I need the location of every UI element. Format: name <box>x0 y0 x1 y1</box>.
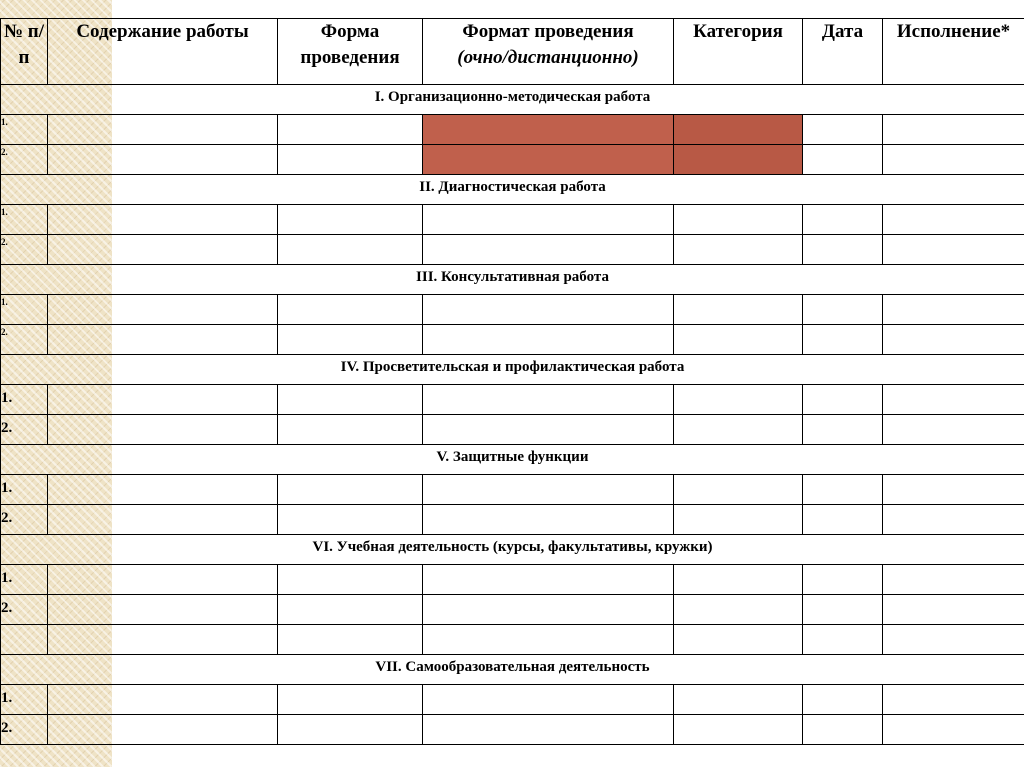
table-cell[interactable] <box>883 625 1024 655</box>
row-number: 1. <box>1 385 48 415</box>
table-cell[interactable] <box>674 205 803 235</box>
table-cell[interactable] <box>803 115 883 145</box>
section-header-row <box>1 175 1024 205</box>
table-cell[interactable] <box>883 565 1024 595</box>
table-cell[interactable] <box>278 415 423 445</box>
table-row <box>1 115 1024 145</box>
table-cell[interactable] <box>883 205 1024 235</box>
table-cell[interactable] <box>423 625 674 655</box>
table-cell[interactable] <box>423 145 674 175</box>
table-row <box>1 295 1024 325</box>
table-row <box>1 385 1024 415</box>
table-cell[interactable] <box>883 325 1024 355</box>
table-cell[interactable] <box>674 325 803 355</box>
table-cell[interactable] <box>423 565 674 595</box>
table-cell[interactable] <box>423 295 674 325</box>
row-number: 2. <box>1 145 48 175</box>
table-cell[interactable] <box>803 715 883 745</box>
table-cell[interactable] <box>48 415 278 445</box>
table-cell[interactable] <box>803 685 883 715</box>
table-cell[interactable] <box>423 235 674 265</box>
table-cell[interactable] <box>278 475 423 505</box>
table-cell[interactable] <box>48 475 278 505</box>
table-cell[interactable] <box>803 475 883 505</box>
table-cell[interactable] <box>883 415 1024 445</box>
table-header-row <box>1 19 1024 85</box>
table-cell[interactable] <box>278 685 423 715</box>
header-execution: Исполнение* <box>883 19 1024 85</box>
table-cell[interactable] <box>674 625 803 655</box>
table-cell[interactable] <box>674 595 803 625</box>
table-cell[interactable] <box>803 595 883 625</box>
section-header-row <box>1 265 1024 295</box>
table-cell[interactable] <box>278 235 423 265</box>
table-row <box>1 715 1024 745</box>
table-row <box>1 565 1024 595</box>
table-cell[interactable] <box>278 295 423 325</box>
table-cell[interactable] <box>48 625 278 655</box>
table-cell[interactable] <box>803 385 883 415</box>
table-cell[interactable] <box>803 235 883 265</box>
table-row <box>1 595 1024 625</box>
table-cell[interactable] <box>423 715 674 745</box>
table-cell[interactable] <box>48 295 278 325</box>
table-cell[interactable] <box>883 595 1024 625</box>
table-row <box>1 505 1024 535</box>
table-cell[interactable] <box>803 625 883 655</box>
table-cell[interactable] <box>423 595 674 625</box>
row-number: 1. <box>1 115 48 145</box>
row-number: 1. <box>1 475 48 505</box>
header-format-title: Формат проведения <box>462 21 634 42</box>
table-row <box>1 145 1024 175</box>
row-number: 2. <box>1 415 48 445</box>
table-row <box>1 325 1024 355</box>
table-cell[interactable] <box>278 715 423 745</box>
table-cell[interactable] <box>674 505 803 535</box>
table-cell[interactable] <box>674 565 803 595</box>
table-cell[interactable] <box>48 145 278 175</box>
header-form: Форма проведения <box>278 19 423 85</box>
table-cell[interactable] <box>803 325 883 355</box>
table-cell[interactable] <box>48 715 278 745</box>
section-title: V. Защитные функции <box>1 445 1024 475</box>
table-cell[interactable] <box>674 475 803 505</box>
table-cell[interactable] <box>674 715 803 745</box>
table-cell[interactable] <box>803 205 883 235</box>
table-cell[interactable] <box>674 235 803 265</box>
table-cell[interactable] <box>278 145 423 175</box>
section-title: I. Организационно-методическая работа <box>1 85 1024 115</box>
table-cell[interactable] <box>48 565 278 595</box>
table-cell[interactable] <box>423 325 674 355</box>
table-cell[interactable] <box>278 565 423 595</box>
table-cell[interactable] <box>883 505 1024 535</box>
table-row <box>1 685 1024 715</box>
section-title: III. Консультативная работа <box>1 265 1024 295</box>
table-cell[interactable] <box>278 505 423 535</box>
table-cell[interactable] <box>674 145 803 175</box>
table-cell[interactable] <box>48 325 278 355</box>
table-cell[interactable] <box>48 685 278 715</box>
table-cell[interactable] <box>803 415 883 445</box>
row-number: 1. <box>1 565 48 595</box>
row-number: 1. <box>1 685 48 715</box>
header-format-note: (очно/дистанционно) <box>457 47 639 68</box>
table-cell[interactable] <box>278 205 423 235</box>
table-cell[interactable] <box>48 235 278 265</box>
table-cell[interactable] <box>803 565 883 595</box>
table-cell[interactable] <box>278 595 423 625</box>
row-number <box>1 625 48 655</box>
row-number: 2. <box>1 235 48 265</box>
header-num: № п/п <box>1 19 48 85</box>
table-cell[interactable] <box>803 295 883 325</box>
table-cell[interactable] <box>48 385 278 415</box>
table-cell[interactable] <box>883 235 1024 265</box>
table-cell[interactable] <box>883 295 1024 325</box>
table-cell[interactable] <box>674 385 803 415</box>
table-row <box>1 475 1024 505</box>
table-cell[interactable] <box>883 385 1024 415</box>
table-cell[interactable] <box>423 685 674 715</box>
table-cell[interactable] <box>48 205 278 235</box>
table-cell[interactable] <box>674 295 803 325</box>
row-number: 1. <box>1 295 48 325</box>
table-cell[interactable] <box>423 205 674 235</box>
table-row <box>1 205 1024 235</box>
table-cell[interactable] <box>423 115 674 145</box>
section-header-row <box>1 655 1024 685</box>
table-cell[interactable] <box>48 595 278 625</box>
table-cell[interactable] <box>883 145 1024 175</box>
header-content: Содержание работы <box>48 19 278 85</box>
section-header-row <box>1 85 1024 115</box>
table-cell[interactable] <box>883 715 1024 745</box>
table-cell[interactable] <box>423 475 674 505</box>
table-cell[interactable] <box>803 145 883 175</box>
section-title: II. Диагностическая работа <box>1 175 1024 205</box>
table-cell[interactable] <box>423 505 674 535</box>
table-cell[interactable] <box>883 115 1024 145</box>
section-title: VII. Самообразовательная деятельность <box>1 655 1024 685</box>
table-cell[interactable] <box>883 475 1024 505</box>
row-number: 2. <box>1 595 48 625</box>
table-cell[interactable] <box>803 505 883 535</box>
table-cell[interactable] <box>674 415 803 445</box>
header-format <box>423 19 674 85</box>
table-cell[interactable] <box>674 115 803 145</box>
table-cell[interactable] <box>278 325 423 355</box>
table-cell[interactable] <box>423 385 674 415</box>
table-cell[interactable] <box>48 115 278 145</box>
row-number: 2. <box>1 715 48 745</box>
table-row <box>1 415 1024 445</box>
section-title: VI. Учебная деятельность (курсы, факультативы, кружки) <box>1 535 1024 565</box>
section-title: IV. Просветительская и профилактическая работа <box>1 355 1024 385</box>
row-number: 2. <box>1 325 48 355</box>
table-cell[interactable] <box>278 115 423 145</box>
row-number: 1. <box>1 205 48 235</box>
table-cell[interactable] <box>278 385 423 415</box>
header-category: Категория <box>674 19 803 85</box>
row-number: 2. <box>1 505 48 535</box>
table-cell[interactable] <box>423 415 674 445</box>
section-header-row <box>1 445 1024 475</box>
header-date: Дата <box>803 19 883 85</box>
section-header-row <box>1 535 1024 565</box>
table-row <box>1 625 1024 655</box>
table-row <box>1 235 1024 265</box>
work-plan-table <box>0 18 1024 745</box>
table-cell[interactable] <box>48 505 278 535</box>
table-cell[interactable] <box>674 685 803 715</box>
table-cell[interactable] <box>278 625 423 655</box>
table-cell[interactable] <box>883 685 1024 715</box>
section-header-row <box>1 355 1024 385</box>
